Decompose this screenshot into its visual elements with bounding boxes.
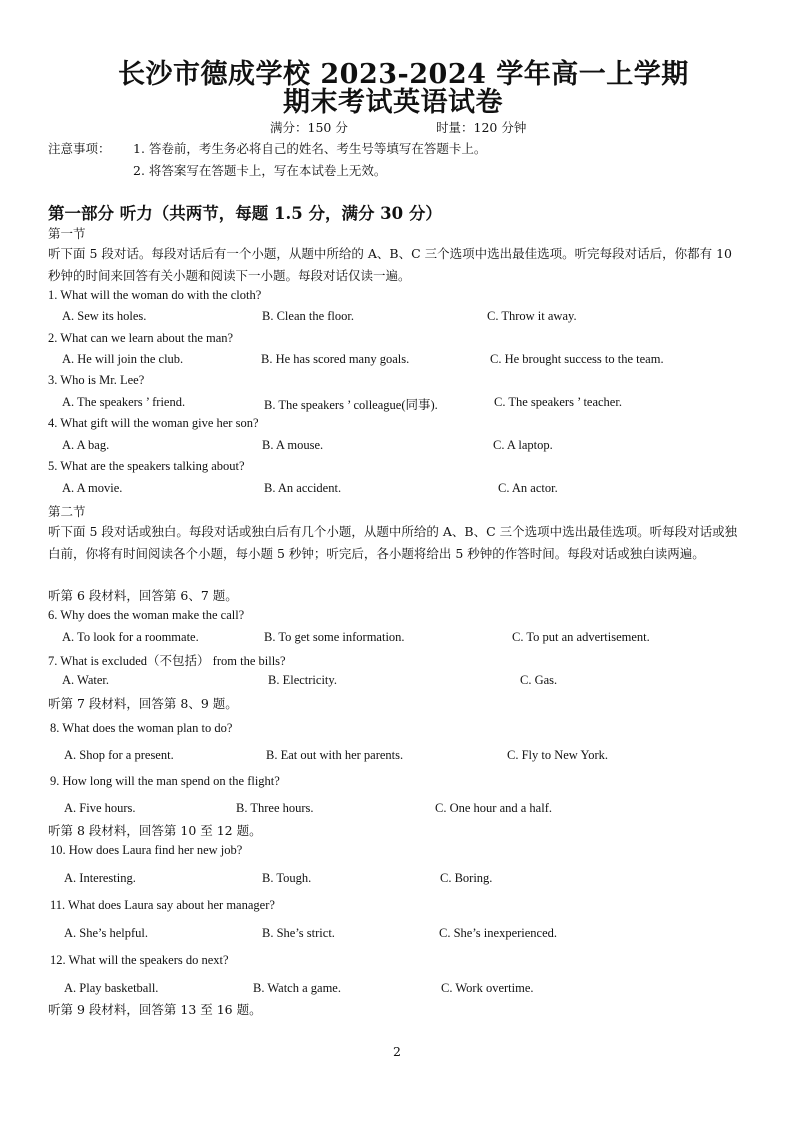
option-a: A. Sew its holes. — [62, 309, 147, 323]
material-9-instruction: 听第 9 段材料，回答第 13 至 16 题。 — [48, 1002, 262, 1017]
notice-item: 1. 答卷前，考生务必将自己的姓名、考生号等填写在答题卡上。 — [133, 141, 487, 156]
option-b: B. Electricity. — [268, 673, 337, 687]
option-b: B. A mouse. — [262, 438, 324, 452]
option-c: C. She’s inexperienced. — [439, 926, 558, 940]
option-c: C. To put an advertisement. — [512, 630, 650, 644]
option-a: A. To look for a roommate. — [62, 630, 199, 644]
notice-label: 注意事项： — [48, 141, 111, 156]
option-c: C. The speakers ’ teacher. — [494, 395, 622, 409]
material-6-instruction: 听第 6 段材料，回答第 6、7 题。 — [48, 588, 238, 603]
question-stem: 3. Who is Mr. Lee? — [48, 373, 145, 387]
question-stem: 9. How long will the man spend on the flight? — [50, 774, 280, 788]
option-a: A. He will join the club. — [62, 352, 184, 366]
question-stem: 8. What does the woman plan to do? — [50, 721, 233, 735]
question-stem: 2. What can we learn about the man? — [48, 331, 234, 345]
question-stem: 4. What gift will the woman give her son? — [48, 416, 259, 430]
section1-instructions: 听下面 5 段对话。每段对话后有一个小题，从题中所给的 A、B、C 三个选项中选出最佳选项。听完每段对话后，你都有 10 秒钟的时间来回答有关小题和阅读下一小题。每段对话仅读一遍。 — [48, 246, 733, 283]
time-limit: 时量：120 分钟 — [436, 120, 527, 135]
option-b: B. Three hours. — [236, 801, 314, 815]
option-b: B. Tough. — [262, 871, 312, 885]
section2-instructions: 听下面 5 段对话或独白。每段对话或独白后有几个小题，从题中所给的 A、B、C 三个选项中选出最佳选项。听每段对话或独白前，你将有时间阅读各个小题，每小题 5 秒钟；听完后，各小题将给出 5 秒钟的作答时间。每段对话或独白读两遍。 — [48, 524, 738, 561]
option-a: A. Five hours. — [64, 801, 136, 815]
section1-label: 第一节 — [48, 226, 86, 241]
option-b: B. She’s strict. — [262, 926, 335, 940]
material-7-instruction: 听第 7 段材料，回答第 8、9 题。 — [48, 696, 238, 711]
option-a: A. A movie. — [62, 481, 123, 495]
option-b: B. The speakers ’ colleague(同事). — [264, 398, 438, 412]
option-c: C. Fly to New York. — [507, 748, 609, 762]
option-b: B. Watch a game. — [253, 981, 341, 995]
page-number: 2 — [393, 1044, 401, 1059]
full-score: 满分：150 分 — [270, 120, 348, 135]
option-c: C. He brought success to the team. — [490, 352, 664, 366]
option-c: C. One hour and a half. — [435, 801, 552, 815]
material-8-instruction: 听第 8 段材料，回答第 10 至 12 题。 — [48, 823, 262, 838]
option-a: A. The speakers ’ friend. — [62, 395, 186, 409]
option-c: C. Work overtime. — [441, 981, 534, 995]
option-a: A. Shop for a present. — [64, 748, 174, 762]
exam-title-line2: 期末考试英语试卷 — [283, 87, 503, 118]
question-stem: 1. What will the woman do with the cloth? — [48, 288, 262, 302]
option-a: A. A bag. — [62, 438, 110, 452]
question-stem: 6. Why does the woman make the call? — [48, 608, 245, 622]
option-a: A. She’s helpful. — [64, 926, 149, 940]
option-b: B. To get some information. — [264, 630, 405, 644]
option-c: C. Throw it away. — [487, 309, 577, 323]
option-a: A. Water. — [62, 673, 110, 687]
question-stem: 7. What is excluded（不包括） from the bills? — [48, 654, 286, 668]
option-b: B. Clean the floor. — [262, 309, 354, 323]
section2-label: 第二节 — [48, 504, 86, 519]
option-a: A. Interesting. — [64, 871, 136, 885]
option-c: C. Gas. — [520, 673, 558, 687]
option-b: B. An accident. — [264, 481, 342, 495]
option-c: C. Boring. — [440, 871, 493, 885]
question-stem: 12. What will the speakers do next? — [50, 953, 229, 967]
option-a: A. Play basketball. — [64, 981, 159, 995]
exam-title-line1: 长沙市德成学校 2023-2024 学年高一上学期 — [118, 59, 689, 90]
option-c: C. An actor. — [498, 481, 558, 495]
option-b: B. Eat out with her parents. — [266, 748, 404, 762]
question-stem: 5. What are the speakers talking about? — [48, 459, 245, 473]
option-b: B. He has scored many goals. — [261, 352, 410, 366]
notice-item: 2. 将答案写在答题卡上，写在本试卷上无效。 — [133, 163, 387, 178]
option-c: C. A laptop. — [493, 438, 553, 452]
question-stem: 10. How does Laura find her new job? — [50, 843, 243, 857]
question-stem: 11. What does Laura say about her manager? — [50, 898, 275, 912]
part1-heading: 第一部分 听力（共两节，每题 1.5 分，满分 30 分） — [48, 204, 442, 223]
